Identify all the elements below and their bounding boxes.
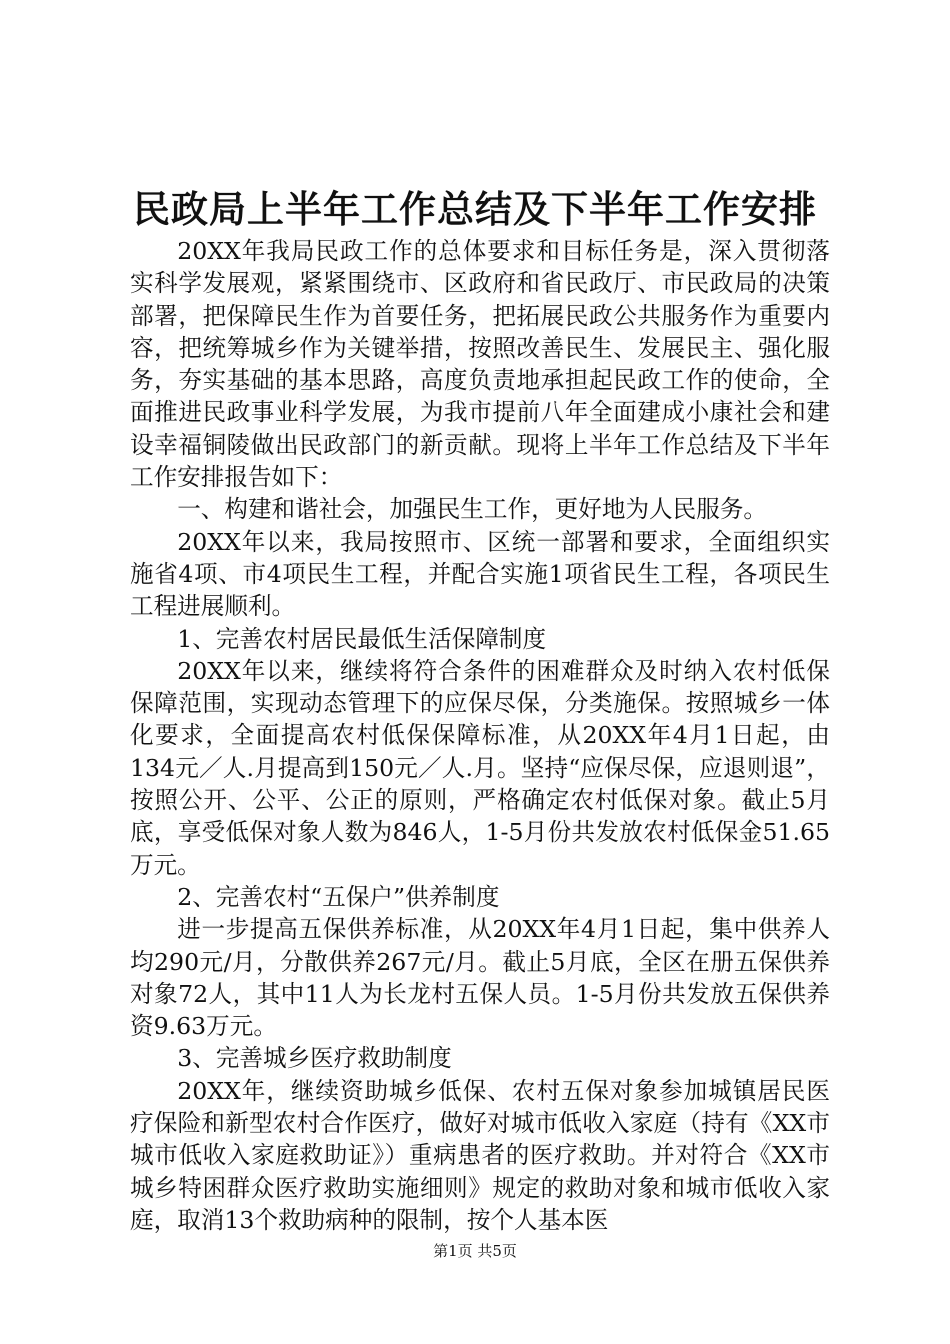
page-footer: 第1页 共5页 — [433, 1242, 517, 1260]
document-body — [130, 235, 830, 1236]
paragraph-subsection-1: 20XX年以来，继续将符合条件的困难群众及时纳入农村低保保障范围，实现动态管理下的应保尽保，分类施保。按照城乡一体化要求，全面提高农村低保保障标准，从20XX年4月1日起，由134元／人.月提高到150元／人.月。坚持“应保尽保，应退则退”，按照公开、公平、公正的原则，严格确定农村低保对象。截止5月底，享受低保对象人数为846人，1-5月份共发放农村低保金51.65万元。 — [130, 656, 830, 879]
subheading-3: 3、完善城乡医疗救助制度 — [177, 1044, 452, 1073]
subheading-2: 2、完善农村“五保户”供养制度 — [177, 882, 500, 911]
paragraph-intro: 20XX年我局民政工作的总体要求和目标任务是，深入贯彻落实科学发展观，紧紧围绕市、区政府和省民政厅、市民政局的决策部署，把保障民生作为首要任务，把拓展民政公共服务作为重要内容，把统筹城乡作为关键举措，按照改善民生、发展民主、强化服务，夯实基础的基本思路，高度负责地承担起民政工作的使命，全面推进民政事业科学发展，为我市提前八年全面建成小康社会和建设幸福铜陵做出民政部门的新贡献。现将上半年工作总结及下半年工作安排报告如下： — [130, 237, 830, 492]
section-heading-1: 一、构建和谐社会，加强民生工作，更好地为人民服务。 — [177, 495, 768, 524]
document-title: 民政局上半年工作总结及下半年工作安排 — [133, 187, 817, 231]
paragraph-section-1: 20XX年以来，我局按照市、区统一部署和要求，全面组织实施省4项、市4项民生工程，并配合实施1项省民生工程，各项民生工程进展顺利。 — [130, 527, 830, 621]
subheading-1: 1、完善农村居民最低生活保障制度 — [177, 624, 547, 653]
paragraph-subsection-2: 进一步提高五保供养标准，从20XX年4月1日起，集中供养人均290元/月，分散供养267元/月。截止5月底，全区在册五保供养对象72人，其中11人为长龙村五保人员。1-5月份共发放五保供养资9.63万元。 — [130, 915, 830, 1041]
paragraph-subsection-3: 20XX年，继续资助城乡低保、农村五保对象参加城镇居民医疗保险和新型农村合作医疗，做好对城市低收入家庭（持有《XX市城市低收入家庭救助证》）重病患者的医疗救助。并对符合《XX市城乡特困群众医疗救助实施细则》规定的救助对象和城市低收入家庭，取消13个救助病种的限制，按个人基本医 — [130, 1076, 830, 1234]
